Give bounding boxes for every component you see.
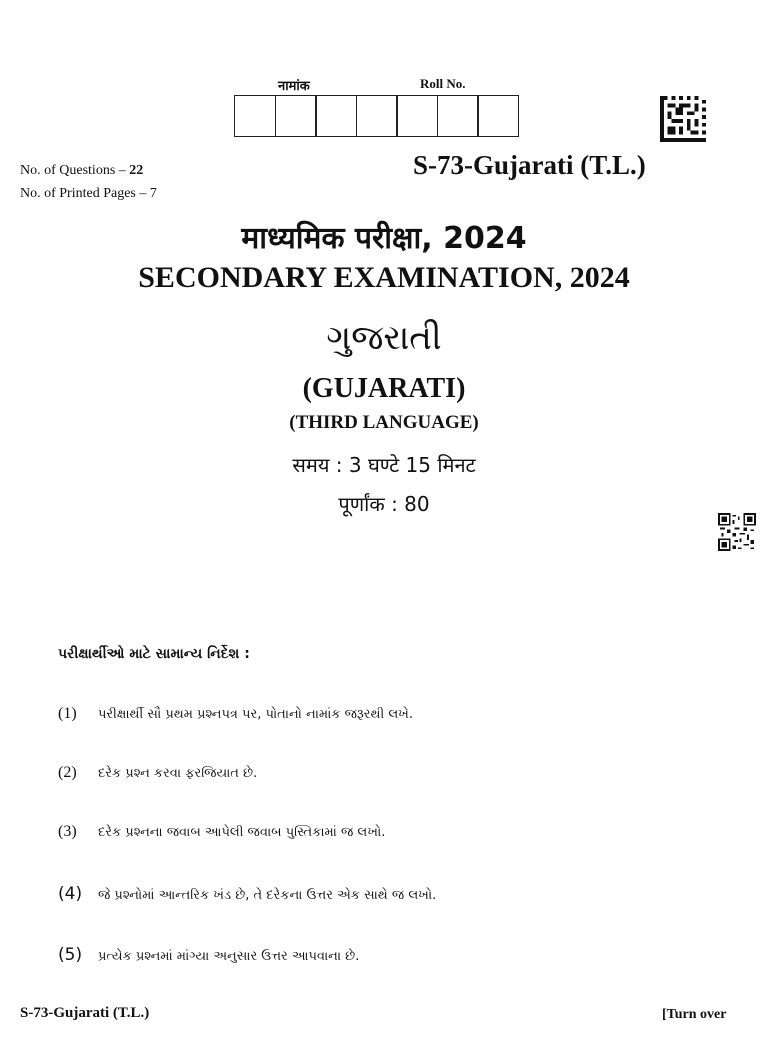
instructions-title: પરીક્ષાર્થીઓ માટે સામાન્ય નિર્દેશ : [58, 646, 250, 662]
instruction-text: જે પ્રશ્નોમાં આન્તરિક ખંડ છે, તે દરેકના ઉત્તર એક સાથે જ લખો. [98, 888, 437, 903]
instruction-item-3 [58, 823, 385, 841]
question-count-value: 22 [129, 163, 144, 178]
exam-duration: समय : 3 घण्टे 15 मिनट [292, 453, 476, 477]
instruction-number: (4) [58, 884, 83, 904]
instruction-text: પ્રત્યેક પ્રશ્નમાં માંગ્યા અનુસાર ઉત્તર આપવાના છે. [98, 949, 360, 964]
page-count-label: No. of Printed Pages – [20, 186, 150, 201]
roll-box [437, 95, 479, 137]
roll-box [356, 95, 398, 137]
page-count-value: 7 [149, 186, 157, 201]
subject-title-english: (GUJARATI) [302, 373, 466, 404]
turn-over-label: [Turn over [662, 1007, 727, 1022]
instruction-item-2 [58, 764, 257, 782]
paper-code: S-73-Gujarati (T.L.) [413, 150, 646, 180]
instruction-item-1 [58, 705, 413, 723]
qr-code-icon [718, 513, 756, 551]
instruction-text: દરેક પ્રશ્નના જવાબ આપેલી જવાબ પુસ્તિકામાં જ લખો. [98, 825, 386, 840]
roll-box [234, 95, 276, 137]
instruction-number: (5) [58, 945, 83, 965]
instruction-item-5 [58, 945, 359, 965]
roll-box [477, 95, 519, 137]
instruction-text: પરીક્ષાર્થી સૌ પ્રથમ પ્રશ્નપત્ર પર, પોતાનો નામાંક જરૂરથી લખે. [98, 707, 413, 722]
exam-title-english: SECONDARY EXAMINATION, 2024 [138, 261, 630, 294]
roll-label-hindi: नामांक [278, 78, 310, 93]
roll-label-english: Roll No. [420, 76, 466, 91]
roll-number-boxes [234, 95, 519, 137]
roll-box [275, 95, 317, 137]
footer-paper-code: S-73-Gujarati (T.L.) [20, 1005, 150, 1021]
page-count [20, 186, 157, 202]
question-count [20, 163, 143, 179]
instruction-text: દરેક પ્રશ્ન કરવા ફરજિયાત છે. [98, 766, 258, 781]
exam-title-hindi: माध्यमिक परीक्षा, 2024 [241, 221, 527, 256]
roll-box [315, 95, 357, 137]
question-count-label: No. of Questions – [20, 163, 130, 178]
datamatrix-code-icon [660, 96, 706, 142]
language-label: (THIRD LANGUAGE) [289, 412, 479, 433]
subject-title-gujarati: ગુજરાતી [326, 318, 442, 358]
instruction-number: (1) [58, 705, 77, 722]
total-marks: पूर्णांक : 80 [338, 492, 430, 516]
roll-box [396, 95, 438, 137]
instruction-number: (2) [58, 764, 77, 781]
instruction-item-4 [58, 884, 436, 904]
instruction-number: (3) [58, 823, 77, 840]
